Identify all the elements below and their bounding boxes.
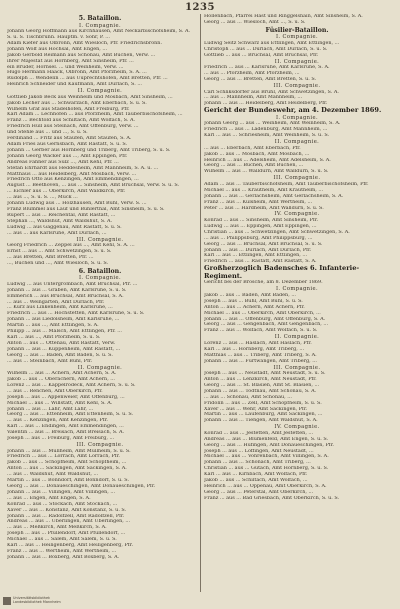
list-entry: Jakob Lecher aus ... Schwarzach, Amt Eberbach, S. u. S. xyxy=(7,100,147,106)
list-entry: Adam ... aus ... Tauberbischofsheim, Amt Tauberbischofsheim, Pfr. xyxy=(204,181,369,187)
right-column xyxy=(204,14,390,502)
list-entry: Georg ... aus ... Wiesloch, Amt ..., S. u. S. xyxy=(204,19,306,25)
list-entry: ... aus ... Meßkirch, Amt Meßkirch, S. A. xyxy=(7,525,107,531)
list-entry: ... Eichler aus ... Oberkirch, Amt Waldkirch, Pfr. xyxy=(7,189,126,195)
list-entry: Georg ... aus ... St. Blasien, Amt St. Blasien, ... xyxy=(204,382,320,388)
company-subheading: III. Compagnie. xyxy=(273,82,321,89)
list-entry: Gericht bei der Brosche, am 8. Dezember 1869. xyxy=(204,280,323,286)
list-entry: Valentin ... aus ... Breisach, Amt Breisach, S. A. xyxy=(7,430,125,436)
list-entry: Georg ... aus ... Gengenbach, Amt Gengenbach, ... xyxy=(204,322,329,328)
list-entry: Johann ... aus ... Radolfzell, Amt Radolfzell, Pfr. xyxy=(7,513,125,519)
list-entry: Karl ... aus ... Endingen, Amt Emmendingen, ... xyxy=(7,424,124,430)
library-logo-line: Universitätsbibliothek xyxy=(13,596,51,600)
list-entry: ... aus ... Pforzheim, Amt Pforzheim, ... xyxy=(204,71,300,77)
list-entry: Karl ... aus ... Ettlingen, Amt Ettlingen, ... xyxy=(204,253,308,259)
list-entry: ihrer Majestät aus Hornberg, Amt Sinsheim, Pfr. ... xyxy=(7,58,134,64)
list-entry: Gottlieb Jakob Beck aus Weinheim und Mosbach, Amt Sinsheim, ... xyxy=(7,94,173,100)
list-entry: Stefan Ehrhardt aus Heddesheim, Amt Mannheim, S. A. u. ... xyxy=(7,165,159,171)
list-entry: Michael ... aus ... Salem, Amt Salem, S. u. S. xyxy=(7,537,117,543)
list-entry: S. u. S. Tischbrunn. Hauptm. v. Sohr, P. ... xyxy=(7,35,110,40)
list-entry: Franz ... aus ... Bad Griesbach, Amt Oberkirch, S. u. S. xyxy=(204,495,340,501)
list-entry: Matthäus ... aus Heidelberg, Amt Mosbach, Verw. ... xyxy=(7,171,137,177)
list-entry: Ernst ... aus ... Amt Schwetzingen, S. u. S. xyxy=(7,249,112,254)
list-entry: Johann ... aus ... Heidelberg, Amt Heidelberg, Pfr. xyxy=(204,101,328,107)
list-entry: Hugo Hermann Haack, Ölbronn, Amt Pforzheim, S. A. ... xyxy=(7,70,147,76)
list-entry: Johann ... aus ... Furtwangen, Amt Triberg, ... xyxy=(204,358,317,364)
company-subheading: II. Compagnie. xyxy=(274,58,320,65)
list-entry: ... aus ... Renchen, Amt Oberkirch, Pfr. xyxy=(7,388,103,394)
list-entry: Johann Georg ... aus ... Weinheim, Amt Weinheim, S. A. xyxy=(204,121,341,127)
list-entry: Georg ... aus ... Ettenheim, Amt Ettenheim, S. u. S. xyxy=(7,412,134,418)
library-logo-text xyxy=(13,596,61,605)
list-entry: Heinrich Schneider und Kaufmann, Amt Durlach, S. ... xyxy=(7,82,142,88)
list-entry: Lorenz ... aus ... Kappelrodeck, Amt Achern, S. u. S. xyxy=(7,382,136,388)
list-entry: Christoph ... aus ... Durlach, Amt Durlach, S. u. S. xyxy=(204,46,328,52)
page-number: 1235 xyxy=(185,2,215,13)
list-entry: Georg Friedrich ... Zeppel aus ..., Amt Kehl, S. A. ... xyxy=(7,243,135,249)
list-entry: ... aus ... Eberbach, Amt Eberbach, Pfr. xyxy=(204,145,301,151)
list-entry: Emmerich ... aus Bruchsal, Amt Bruchsal, S. A. xyxy=(7,293,124,299)
company-subheading: I. Compagnie. xyxy=(78,275,121,282)
list-entry: Carl Schliksdorfer aus Brühl, Amt Schwetzingen, S. A. xyxy=(204,89,339,95)
list-entry: Konrad ... aus ... Jestetten, Amt Jestetten, ... xyxy=(204,430,314,436)
list-entry: Georg ... aus ... Baden, Amt Baden, S. u. S. xyxy=(7,352,113,358)
list-entry: Michael ... aus ... Krautheim, Amt Krautheim, ... xyxy=(204,187,324,193)
list-entry: Johann ... aus Liedolsheim, Amt Karlsruhe, ... xyxy=(7,317,120,323)
list-entry: Friedrich ... aus ... Lörrach, Amt Lörrach, Pfr. xyxy=(7,454,120,460)
list-entry: Georg ... aus ... Hüfingen, Amt Donaueschingen, Pfr. xyxy=(204,442,334,448)
list-entry: Johann ... aus ... Lahr, Amt Lahr, ... xyxy=(7,406,94,412)
list-entry: Gottlieb ... aus ... Bruchsal, Amt Bruchsal, Pfr. xyxy=(204,52,319,58)
list-entry: Fridolin ... aus ... Zell, Amt Schopfheim, S. u. S. xyxy=(204,400,322,406)
list-entry: Wilhelm ... aus ... Achern, Amt Achern, S. A. xyxy=(7,371,117,377)
list-entry: ... Kurz aus Linkenheim, Amt Karlsruhe, ... xyxy=(7,305,113,311)
list-entry: Georg ... aus ... Buchen, Amt Buchen, ... xyxy=(204,163,304,169)
company-subheading: III. Compagnie. xyxy=(76,236,124,243)
list-entry: Friedrich ... aus ... Hochstetten, Amt Karlsruhe, S. u. S. xyxy=(7,311,145,317)
list-entry: Ludwig ... aus Gaggenau, Amt Rastatt, S. u. S. xyxy=(7,224,122,230)
list-entry: Wilhelm ... aus ... Walldürn, Amt Walldürn, S. u. S. xyxy=(204,169,329,175)
company-subheading: I. Compagnie. xyxy=(275,34,318,41)
list-entry: Anton ... aus ... Lenzkirch, Amt Neustadt, Pfr. xyxy=(204,377,317,382)
list-entry: Johann Georg Hoffmann aus Kirchhausen, Amt Neckarbischofsheim, S. A. xyxy=(7,29,191,35)
list-entry: Johann ... aus ... Offenburg, Amt Offenburg, S. A. xyxy=(204,316,326,322)
list-entry: Johann ... aus ... Kuppenheim, Amt Rastatt, ... xyxy=(7,346,121,352)
company-subheading: III. Compagnie. xyxy=(273,175,321,182)
list-entry: Andreas ... aus ... Überlingen, Amt Überlingen, ... xyxy=(7,519,131,525)
section-heading: 6. Bataillon. xyxy=(78,267,122,275)
list-entry: Ludwig ... aus ... Eppingen, Amt Eppingen, ... xyxy=(204,223,317,229)
list-entry: Johann ... aus ... Graben, Amt Karlsruhe, S. u. S. xyxy=(7,287,127,293)
list-entry: ein Bruder, Hornsel. ... und Weinheim, Verw. ... xyxy=(7,64,124,70)
list-entry: und Stehle aus ... und ..., S. u. S. xyxy=(7,130,88,136)
list-entry: Xaver ... aus ... Konstanz, Amt Konstanz, S. u. S. xyxy=(7,507,127,513)
list-entry: Karl Adam ... Lechhofen ... aus Pforzheim, Amt Tauberbischofsheim, ... xyxy=(7,112,183,118)
company-subheading: I. Compagnie. xyxy=(275,286,318,293)
list-entry: Franz ... aus ... Wolfach, Amt Wolfach, S. u. S. xyxy=(204,328,318,334)
list-entry: Franz ... aus ... Külsheim, Amt Wertheim, ... xyxy=(204,199,313,205)
list-entry: Jakob ... aus ... Mosbach, Amt Mosbach, ... xyxy=(204,151,310,157)
list-entry: ... aus ... Steinbach, Amt Bühl, Pfr. xyxy=(7,358,93,364)
left-column xyxy=(7,14,193,561)
list-entry: Andreas Fahner aus Sulz ..., Amt Kehl, Pfr. ... xyxy=(7,159,119,165)
list-entry: Matthias ... aus ... Triberg, Amt Triberg, S. A. xyxy=(204,352,317,358)
list-entry: Friedrich Otto aus Kenzingen, Amt Emmendingen, ... xyxy=(7,177,139,183)
list-entry: Peter ... aus ... Hardheim, Amt Walldürn, S. u. S. xyxy=(204,205,324,211)
list-entry: Joseph ... aus ... Neustadt, Amt Neustadt, S. u. S. xyxy=(204,371,326,377)
list-entry: Anton ... aus ... Ottenau, Amt Rastatt, Verw. xyxy=(7,340,116,346)
list-entry: Lorenz ... aus ... Haslach, Amt Haslach, Pfr. xyxy=(204,340,312,346)
list-entry: Martin ... aus ..., Amt Ettlingen, S. A. xyxy=(7,323,99,329)
list-entry: Michael ... aus ... Oberkirch, Amt Oberkirch, ... xyxy=(204,310,321,316)
library-logo-icon xyxy=(3,597,11,605)
list-entry: Jakob ... aus ... Schiltach, Amt Wolfach, ... xyxy=(204,478,308,484)
list-entry: Ludwig ... aus Untergrombach, Amt Bruchsal, Pfr. ... xyxy=(7,281,138,287)
list-entry: Adam Fries aus Gernsbach, Amt Rastatt, S. u. S. xyxy=(7,142,128,147)
list-entry: Adam Kiefer aus Ölbronn, Amt Wiesloch, Pfr. Friedrichsbronn. xyxy=(7,40,163,46)
list-entry: Philipp ... aus ... Malsch, Amt Ettlingen, Pfr. ... xyxy=(7,329,122,335)
regiment-heading: Großherzoglich Badensches 6. Infanterie-Regiment. xyxy=(204,264,360,280)
list-entry: Xaver ... aus ... Wehr, Amt Säckingen, Pfr. xyxy=(204,406,308,412)
list-entry: Jakob ... aus ... Oberachern, Amt Achern, ... xyxy=(7,377,115,382)
list-entry: Johann ... aus ... Todtnau, Amt Schönau, S. A. xyxy=(204,388,317,394)
list-entry: Christian ... aus ... Schwetzingen, Amt Schwetzingen, S. A. xyxy=(204,229,350,235)
company-subheading: III. Compagnie. xyxy=(76,441,124,448)
list-entry: Joseph ... aus ... Appenweier, Amt Offenburg, ... xyxy=(7,394,125,400)
list-entry: Franz ... Bechtold aus Schiltach, Amt Wolfach, S. A. xyxy=(7,118,136,124)
list-entry: Johann ... aus ... Boxberg, Amt Boxberg, S. A. xyxy=(7,554,120,560)
list-entry: Martin ... aus ... Laufenburg, Amt Säckingen, ... xyxy=(204,412,323,418)
list-entry: Karl ... aus ... Schriesheim, Amt Weinheim, S. u. S. xyxy=(204,133,330,139)
list-entry: Johann ... aus ... Gerlachsheim, Amt Gerlachsheim, S. A. xyxy=(204,193,344,199)
list-entry: ... aus ... Mannheim, Amt Mannheim, ... xyxy=(204,95,303,101)
library-logo xyxy=(3,596,61,606)
company-subheading: II. Compagnie. xyxy=(77,364,123,371)
list-entry: Michael ... aus ... Willstätt, Amt Kehl, S. A. xyxy=(7,400,113,406)
list-entry: ... aus ... Kenzingen, Amt Kenzingen, Pfr. xyxy=(7,418,108,424)
list-entry: Johann Wolf aus Hochsal, Amt Engen, ... xyxy=(7,46,108,52)
list-entry: ... aus ... Weingarten, Amt Durlach, Pfr. xyxy=(7,299,105,305)
list-entry: Johann Georg Wacker aus ..., Amt Eppingen, Pfr. xyxy=(7,153,128,159)
list-entry: Friedrich Hüll aus Steinach, Amt Offenburg, Verw. ... xyxy=(7,124,139,130)
list-entry: Hollenbach, Pfarrei Hast und Ringgelshain, Amt Sinsheim, S. A. xyxy=(204,14,363,19)
list-entry: ..., Buchen und ..., Amt Wiesloch, S. u. S. xyxy=(7,260,109,266)
list-entry: Martin ... aus ... Bonndorf, Amt Bonndorf, S. u. S. xyxy=(7,478,130,484)
list-entry: Wilhelm Gräf aus Stadelhofen, Amt Freiburg, Pfr. xyxy=(7,106,130,112)
list-entry: ... aus ... Engen, Amt Engen, S. A. xyxy=(7,495,91,501)
company-subheading: II. Compagnie. xyxy=(274,139,320,146)
list-entry: Johann ... Gerber aus Hornberg und Triberg, Amt Triberg, S. u. S. xyxy=(7,147,171,153)
list-entry: August ... Beethoven, ... aus ... Sinsheim, Amt Bruchsal, Verw. S. u. S. xyxy=(7,183,180,189)
list-entry: Ferdinand ... Fritz aus Staufen, Amt Staufen, S. A. xyxy=(7,136,132,142)
list-entry: Franz Blümmel aus Lauf und Bühlerthal, Amt Sinsheim, S. u. S. xyxy=(7,206,165,212)
list-entry: Anton ... aus ... Säckingen, Amt Säckingen, S. A. xyxy=(7,466,127,472)
list-entry: Joseph ... aus ... Pfullendorf, Amt Pfullendorf, ... xyxy=(7,531,126,537)
company-subheading: I. Compagnie. xyxy=(78,22,121,29)
list-entry: Johann ... aus ... Villingen, Amt Villingen, ... xyxy=(7,489,116,495)
list-entry: Rudolph ... Wendelin ... aus Uuprechtshofen, Amt Bretten, Pfr. ... xyxy=(7,76,168,82)
list-entry: Karl ... aus ... Heiligenberg, Amt Heiligenberg, Pfr. xyxy=(7,543,133,549)
company-subheading: IV. Compagnie. xyxy=(274,424,320,431)
list-entry: Heinrich ... aus ... Adelsheim, Amt Adelsheim, S. A. xyxy=(204,157,331,163)
list-entry: Georg ... aus ... Donaueschingen, Amt Donaueschingen, Pfr. xyxy=(7,484,156,489)
list-entry: Friedrich ... aus ... Rastatt, Amt Rastatt, S. A. xyxy=(204,259,317,265)
list-entry: Ludwig Seitz Schwarz aus Ettlingen, Amt Ettlingen, ... xyxy=(204,40,340,46)
list-entry: ... aus ... Schönau, Amt Schönau, ... xyxy=(204,394,292,400)
section-heading: Füsilier-Bataillon. xyxy=(265,26,329,34)
list-entry: ... aus ... Waldshut, Amt Waldshut, ... xyxy=(7,472,99,478)
list-entry: ... aus ..., S. u. S. ..., Mück ... xyxy=(7,195,78,201)
list-entry: Christian ... aus ... Gutach, Amt Hornberg, S. u. S. xyxy=(204,466,329,472)
list-entry: Rupert ... aus ... Reichental, Amt Rastatt, ... xyxy=(7,212,116,218)
list-entry: Jakob ... aus ... Baden, Amt Baden, ... xyxy=(204,292,296,298)
regiment-heading: Gericht der Bundeswehr, am 4. Dezember 1869. xyxy=(204,106,382,115)
list-entry: Michael ... aus ... Vöhrenbach, Amt Villingen, S. A. xyxy=(204,454,329,460)
list-entry: Joseph ... aus ... Löffingen, Amt Neustadt, ... xyxy=(204,448,314,454)
list-entry: Konrad ... aus ... Stockach, Amt Stockach, ... xyxy=(7,501,118,507)
list-entry: Johann ... aus ... Tiengen, Amt Waldshut, S. A. xyxy=(204,418,318,424)
list-entry: Johann Ludwig aus ... Holzhausen, Amt Bühl, Verw. S. ... xyxy=(7,201,147,207)
list-entry: Friedrich ... aus ... Ladenburg, Amt Mannheim, ... xyxy=(204,127,328,133)
list-entry: ... aus ... aus Karlsruhe, Amt Durlach, ... xyxy=(7,230,107,236)
list-entry: Georg ... aus ... Bretten, Amt Bretten, S. u. S. xyxy=(204,77,317,83)
list-entry: ... aus ... Philippsburg, Amt Philippsburg, ... xyxy=(204,235,313,241)
section-heading: 5. Bataillon. xyxy=(78,15,122,22)
company-subheading: II. Compagnie. xyxy=(77,88,123,95)
list-entry: Jakob Gerbold Reimann aus Schönau, Amt Buchen, Verw. ... xyxy=(7,52,156,58)
list-entry: Karl ... aus ..., Amt Pforzheim, S. u. S. xyxy=(7,334,101,340)
list-entry: Johann ... aus ... Durlach, Amt Durlach, Pfr. xyxy=(204,247,312,253)
library-logo-line: Landesbibliothek Mannheim xyxy=(13,600,61,605)
company-subheading: III. Compagnie. xyxy=(273,364,321,371)
list-entry: Friedrich ... aus ... Karlsruhe, Amt Karlsruhe, S. A. xyxy=(204,65,330,71)
list-entry: Andreas ... aus ... Blumenfeld, Amt Engen, S. u. S. xyxy=(204,436,329,442)
list-entry: ... aus Bretten, Amt Bretten, Pfr. ... xyxy=(7,254,94,260)
list-entry: Heinrich ... aus ... Oppenau, Amt Oberkirch, S. A. xyxy=(204,484,327,489)
list-entry: Konrad ... aus ... Sinsheim, Amt Sinsheim, Pfr. xyxy=(204,218,319,223)
list-entry: Franz ... aus ... Wertheim, Amt Wertheim, ... xyxy=(7,548,117,554)
list-entry: Johann ... aus ... Schonach, Amt Triberg, ... xyxy=(204,460,311,466)
list-entry: Stephan ..., Waldshut, Amt Waldshut, S. A. xyxy=(7,218,113,224)
company-subheading: II. Compagnie. xyxy=(274,334,320,341)
column-divider xyxy=(200,14,201,592)
list-entry: Anton ... aus ... Achern, Amt Achern, Pfr. xyxy=(204,304,305,310)
list-entry: Georg ... aus ... Peterstal, Amt Oberkirch, ... xyxy=(204,489,314,495)
list-entry: Karl ... aus ... Hornberg, Amt Triberg, ... xyxy=(204,346,305,352)
list-entry: Johann ... aus ... Müllheim, Amt Müllheim, S. u. S. xyxy=(7,448,131,454)
list-entry: Jakob ... aus ... Schopfheim, Amt Schopfheim, ... xyxy=(7,460,127,466)
list-entry: Joseph ... aus ... Bühl, Amt Bühl, S. u. S. xyxy=(204,298,303,304)
company-subheading: IV. Compagnie. xyxy=(274,211,320,218)
company-subheading: I. Compagnie. xyxy=(275,114,318,121)
list-entry: Georg ... aus ... Bruchsal, Amt Bruchsal, S. u. S. xyxy=(204,241,323,247)
list-entry: Karl ... aus ... Kirnbach, Amt Wolfach, Pfr. xyxy=(204,472,308,478)
list-entry: Joseph ... aus ... Freiburg, Amt Freiburg, ... xyxy=(7,436,115,442)
